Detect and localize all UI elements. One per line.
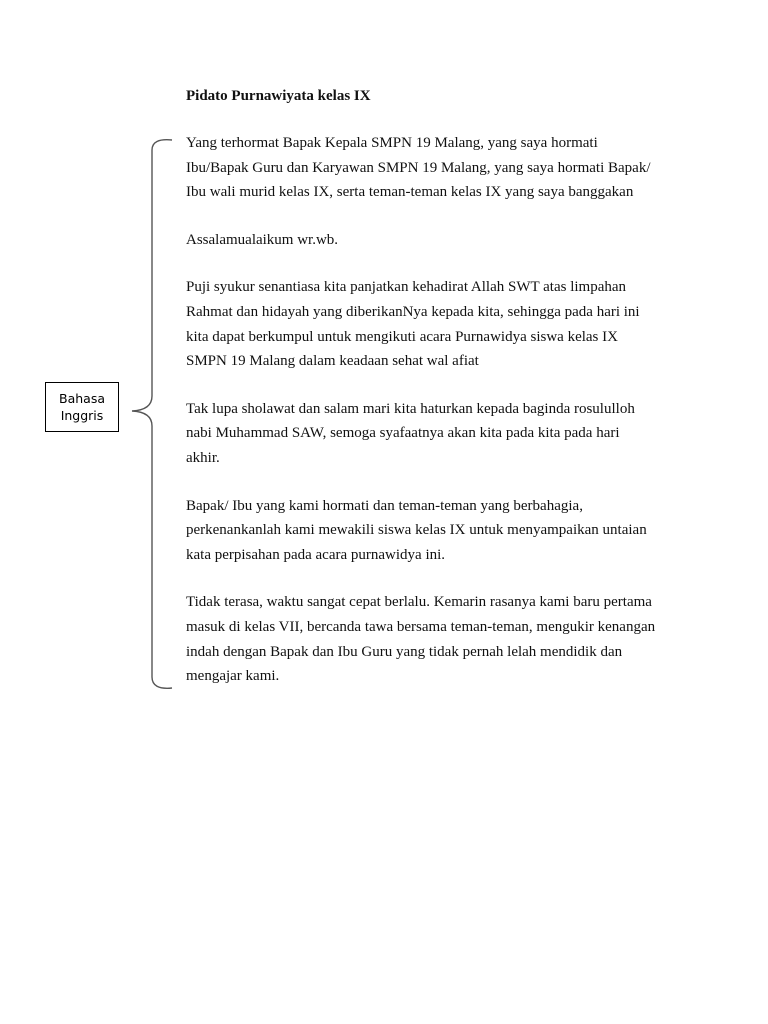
curly-brace-icon (128, 134, 174, 694)
annotation-label-box (45, 382, 119, 432)
paragraph-sholawat (186, 397, 686, 471)
paragraph-salam (186, 228, 686, 253)
paragraph-puji-syukur (186, 275, 686, 373)
text-line: nabi Muhammad SAW, semoga syafaatnya akan kita pada kita pada hari (186, 425, 620, 442)
text-line: Ibu wali murid kelas IX, serta teman-teman kelas IX yang saya banggakan (186, 184, 634, 201)
text-line: Ibu/Bapak Guru dan Karyawan SMPN 19 Malang, yang saya hormati Bapak/ (186, 159, 651, 176)
text-line: indah dengan Bapak dan Ibu Guru yang tidak pernah lelah mendidik dan (186, 643, 623, 660)
paragraph-perkenankanlah (186, 494, 686, 568)
paragraph-kenangan (186, 590, 686, 688)
annotation-label-line: Bahasa (59, 391, 105, 406)
text-line: Bapak/ Ibu yang kami hormati dan teman-teman yang berbahagia, (186, 497, 583, 514)
text-line: masuk di kelas VII, bercanda tawa bersama teman-teman, mengukir kenangan (186, 618, 656, 635)
text-line: Puji syukur senantiasa kita panjatkan kehadirat Allah SWT atas limpahan (186, 279, 627, 296)
text-line: Yang terhormat Bapak Kepala SMPN 19 Malang, yang saya hormati (186, 135, 598, 151)
text-line: Assalamualaikum wr.wb. (186, 231, 339, 248)
text-line: akhir. (186, 449, 220, 466)
text-line: Rahmat dan hidayah yang diberikanNya kepada kita, sehingga pada hari ini (186, 303, 640, 320)
text-line: perkenankanlah kami mewakili siswa kelas IX untuk menyampaikan untaian (186, 522, 647, 539)
annotation-label-line: Inggris (60, 408, 104, 423)
text-line: Tak lupa sholawat dan salam mari kita haturkan kepada baginda rosululloh (186, 400, 635, 417)
speech-body (186, 131, 686, 712)
text-line: kita dapat berkumpul untuk mengikuti acara Purnawidya siswa kelas IX (186, 328, 618, 345)
page-title: Pidato Purnawiyata kelas IX (186, 88, 371, 104)
text-line: Tidak terasa, waktu sangat cepat berlalu. Kemarin rasanya kami baru pertama (186, 594, 652, 611)
text-line: SMPN 19 Malang dalam keadaan sehat wal afiat (186, 353, 479, 370)
text-line: mengajar kami. (186, 668, 280, 685)
paragraph-greeting (186, 131, 686, 205)
text-line: kata perpisahan pada acara purnawidya ini. (186, 546, 446, 563)
